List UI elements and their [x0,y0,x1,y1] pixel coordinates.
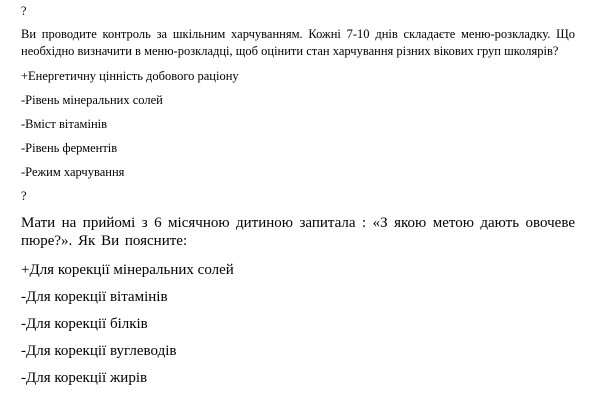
answer-option: -Для корекції вітамінів [21,289,168,305]
answer-option: -Для корекції вуглеводів [21,343,177,359]
question-marker: ? [21,189,27,203]
answer-option: -Рівень ферментів [21,141,118,155]
answer-option: -Для корекції білків [21,316,148,332]
answer-correct: +Для корекції мінеральних солей [21,262,234,278]
question-text: Ви проводите контроль за шкільним харчуванням. Кожні 7-10 днів складаєте меню-розкладку. Що необхідно визначити в меню-розкладці, щоб оцінити стан харчування різних вікових груп школярів? [21,27,575,58]
answer-option: -Вміст вітамінів [21,117,108,131]
answer-option: -Режим харчування [21,165,125,179]
question-marker: ? [21,4,27,18]
answer-option: -Рівень мінеральних солей [21,93,163,107]
answer-correct: +Енергетичну цінність добового раціону [21,69,239,83]
question-text: Мати на прийомі з 6 місячною дитиною запитала : «З якою метою дають овочеве пюре?». Як Ви поясните: [21,215,575,249]
answer-option: -Для корекції жирів [21,370,148,386]
